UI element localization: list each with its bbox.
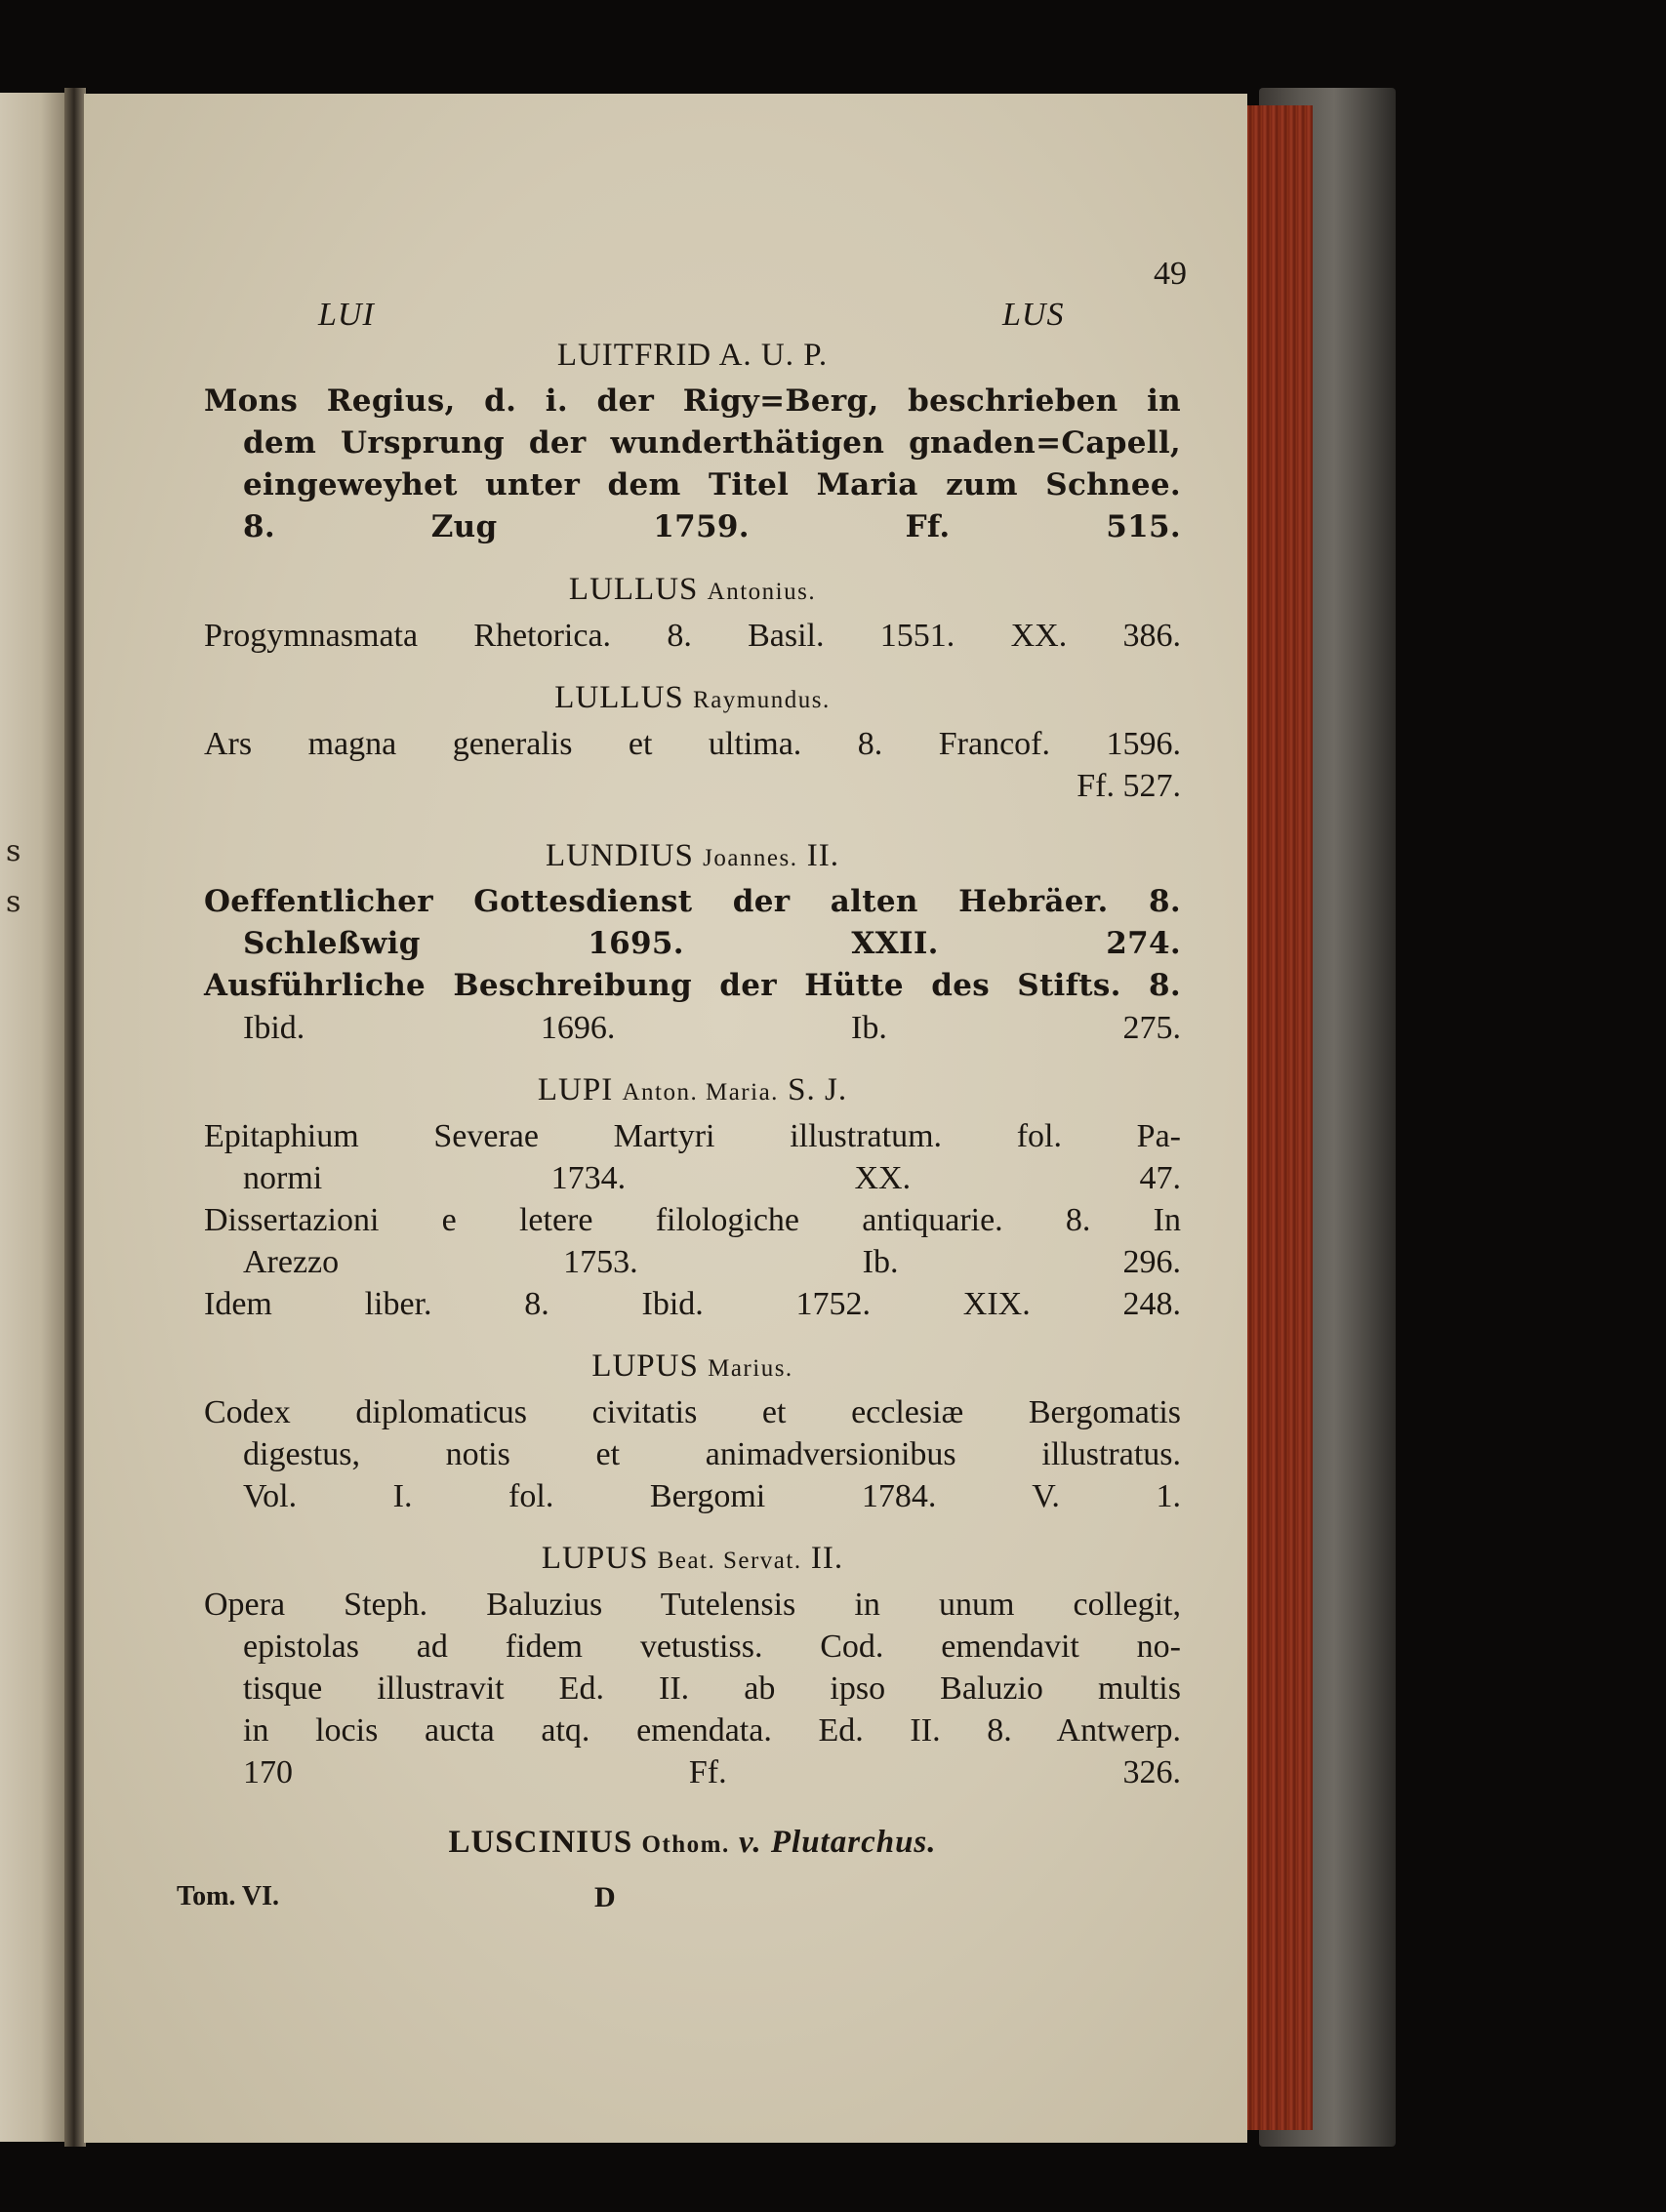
title-line: Progymnasmata Rhetorica. 8. Basil. 1551. XX. 386. [204,618,1181,654]
title-line: Oeffentlicher Gottesdienst der alten Hebräer. 8. [204,884,1181,919]
running-head-left: LUI [318,297,375,333]
running-head [204,256,1187,333]
title-line: eingeweyhet unter dem Titel Maria zum Schnee. [243,467,1181,503]
signature-mark: D [594,1881,616,1913]
title-line: dem Ursprung der wunderthätigen gnaden=Capell, [243,425,1181,461]
title-line: 170 Ff. 326. [243,1754,1181,1790]
volume-mark: Tom. VI. [177,1881,280,1911]
heading-note: II. [810,1541,844,1576]
author-forename: Raymundus. [693,687,831,713]
title-line: normi 1734. XX. 47. [243,1160,1181,1196]
page-footer [177,1881,1181,1932]
author-name: LUPUS [591,1348,699,1384]
author-forename: Othom. [641,1831,730,1858]
author-name: LUITFRID A. U. P. [556,338,829,373]
author-name: LULLUS [554,680,684,715]
heading-note: S. J. [788,1072,848,1107]
page-number: 49 [1154,256,1187,292]
title-line: Ars magna generalis et ultima. 8. Francof. 1596. [204,726,1181,762]
facing-page-edge [0,93,68,2142]
title-line: Ff. 527. [1077,768,1181,804]
title-line: epistolas ad fidem vetustiss. Cod. emendavit no- [243,1629,1181,1665]
author-forename: Marius. [708,1355,793,1382]
title-line: Ibid. 1696. Ib. 275. [243,1010,1181,1046]
facing-page-fragment: s [6,885,21,919]
author-forename: Joannes. [703,845,798,871]
book-gutter [64,88,86,2147]
title-line: Ausführliche Beschreibung der Hütte des Stifts. 8. [204,968,1181,1003]
entry-heading [204,1065,1181,1115]
title-line: Schleßwig 1695. XXII. 274. [243,926,1181,961]
page-content [177,256,1187,1932]
entry-heading [204,830,1181,881]
title-line: in locis aucta atq. emendata. Ed. II. 8. Antwerp. [243,1712,1181,1749]
author-name: LUSCINIUS [448,1825,633,1860]
cross-reference: v. Plutarchus. [738,1825,937,1860]
author-name: LUPUS [541,1541,649,1576]
book-page [84,94,1247,2143]
title-line: Vol. I. fol. Bergomi 1784. V. 1. [243,1478,1181,1514]
entry-heading [204,564,1181,615]
title-line: Epitaphium Severae Martyri illustratum. fol. Pa- [204,1118,1181,1154]
author-forename: Antonius. [707,579,817,605]
title-line: Codex diplomaticus civitatis et ecclesiæ Bergomatis [204,1394,1181,1430]
title-line: Dissertazioni e letere filologiche antiquarie. 8. In [204,1202,1181,1238]
heading-note: II. [806,838,839,873]
author-forename: Anton. Maria. [622,1079,779,1106]
author-name: LUPI [537,1072,614,1107]
red-page-edges [1244,105,1313,2130]
title-line: Mons Regius, d. i. der Rigy=Berg, beschrieben in [204,383,1181,419]
facing-page-fragment: s [6,834,21,868]
title-line: Opera Steph. Baluzius Tutelensis in unum collegit, [204,1587,1181,1623]
entry-heading [204,1533,1181,1584]
entry-heading [204,672,1181,723]
running-head-right: LUS [1002,297,1065,333]
author-name: LULLUS [568,572,699,607]
entry-heading [204,1341,1181,1391]
title-line: Idem liber. 8. Ibid. 1752. XIX. 248. [204,1286,1181,1322]
author-forename: Beat. Servat. [657,1548,802,1574]
entry-heading [204,330,1181,381]
author-name: LUNDIUS [546,838,694,873]
title-line: digestus, notis et animadversionibus illustratus. [243,1436,1181,1472]
title-line: tisque illustravit Ed. II. ab ipso Baluzio multis [243,1670,1181,1707]
entry-heading [204,1817,1181,1868]
title-line: Arezzo 1753. Ib. 296. [243,1244,1181,1280]
title-line: 8. Zug 1759. Ff. 515. [243,509,1181,544]
